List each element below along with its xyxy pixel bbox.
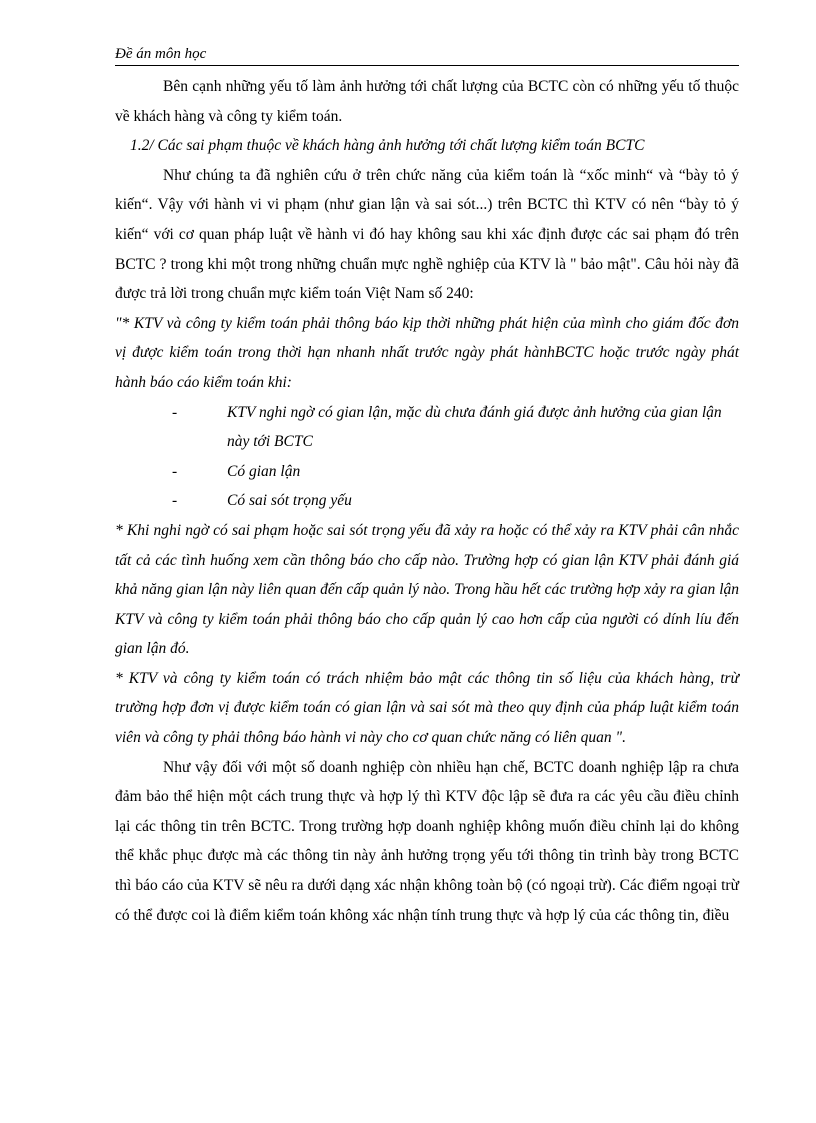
body-paragraph-2: Như vậy đối với một số doanh nghiệp còn nhiều hạn chế, BCTC doanh nghiệp lập ra chưa đảm bảo thể hiện một cách trung thực và hợp lý thì KTV độc lập sẽ đưa ra các yêu cầu điều chỉnh lại các thông tin trên BCTC. Trong trường hợp doanh nghiệp không muốn điều chỉnh lại do không thể khắc phục được mà các thông tin này ảnh hưởng trọng yếu tới thông tin trình bày trong BCTC thì báo cáo của KTV sẽ nêu ra dưới dạng xác nhận không toàn bộ (có ngoại trừ). Các điểm ngoại trừ có thể được coi là điểm kiểm toán không xác nhận tính trung thực và hợp lý của các thông tin, điều [115, 758, 739, 924]
bullet-dash: - [172, 492, 178, 510]
quote-paragraph-2: * Khi nghi ngờ có sai phạm hoặc sai sót trọng yếu đã xảy ra hoặc có thể xảy ra KTV phải cân nhắc tất cả các tình huống xem cần thông báo cho cấp nào. Trường hợp có gian lận KTV phải đánh giá khả năng gian lận này liên quan đến cấp quản lý nào. Trong hầu hết các trường hợp xảy ra gian lận KTV và công ty kiểm toán phải thông báo cho cấp quản lý cao hơn cấp của người có dính líu đến gian lận đó. [115, 521, 739, 658]
bullet-text: Có sai sót trọng yếu [227, 492, 352, 510]
bullet-text: Có gian lận [227, 462, 301, 480]
section-heading: 1.2/ Các sai phạm thuộc về khách hàng ảnh hưởng tới chất lượng kiểm toán BCTC [130, 137, 645, 155]
bullet-text: KTV nghi ngờ có gian lận, mặc dù chưa đánh giá được ảnh hưởng của gian lận này tới BCTC [227, 403, 722, 451]
bullet-item [115, 457, 739, 487]
intro-paragraph: Bên cạnh những yếu tố làm ảnh hưởng tới chất lượng của BCTC còn có những yếu tố thuộc về khách hàng và công ty kiểm toán. [115, 78, 739, 125]
body-paragraph-1: Như chúng ta đã nghiên cứu ở trên chức năng của kiểm toán là “xốc minh“ và “bày tỏ ý kiến“. Vậy với hành vi vi phạm (như gian lận và sai sót...) trên BCTC thì KTV có nên “bày tỏ ý kiến“ với cơ quan pháp luật về hành vi đó hay không sau khi xác định được các sai phạm đó trên BCTC ? trong khi một trong những chuẩn mực nghề nghiệp của KTV là " bảo mật". Câu hỏi này đã được trả lời trong chuẩn mực kiểm toán Việt Nam số 240: [115, 166, 739, 303]
bullet-dash: - [172, 462, 178, 480]
bullet-dash: - [172, 403, 178, 421]
bullet-item [115, 486, 739, 516]
quote-paragraph-1: "* KTV và công ty kiểm toán phải thông báo kịp thời những phát hiện của mình cho giám đốc đơn vị được kiểm toán trong thời hạn nhanh nhất trước ngày phát hànhBCTC hoặc trước ngày phát hành báo cáo kiểm toán khi: [115, 314, 739, 391]
bullet-item [115, 398, 739, 457]
quote-paragraph-3: * KTV và công ty kiểm toán có trách nhiệm bảo mật các thông tin số liệu của khách hàng, trừ trường hợp đơn vị được kiểm toán có gian lận và sai sót mà theo quy định của pháp luật kiểm toán viên và công ty phải thông báo hành vi này cho cơ quan chức năng có liên quan ". [115, 669, 739, 747]
page-header: Đề án môn học [115, 46, 739, 66]
document-body [115, 72, 739, 930]
